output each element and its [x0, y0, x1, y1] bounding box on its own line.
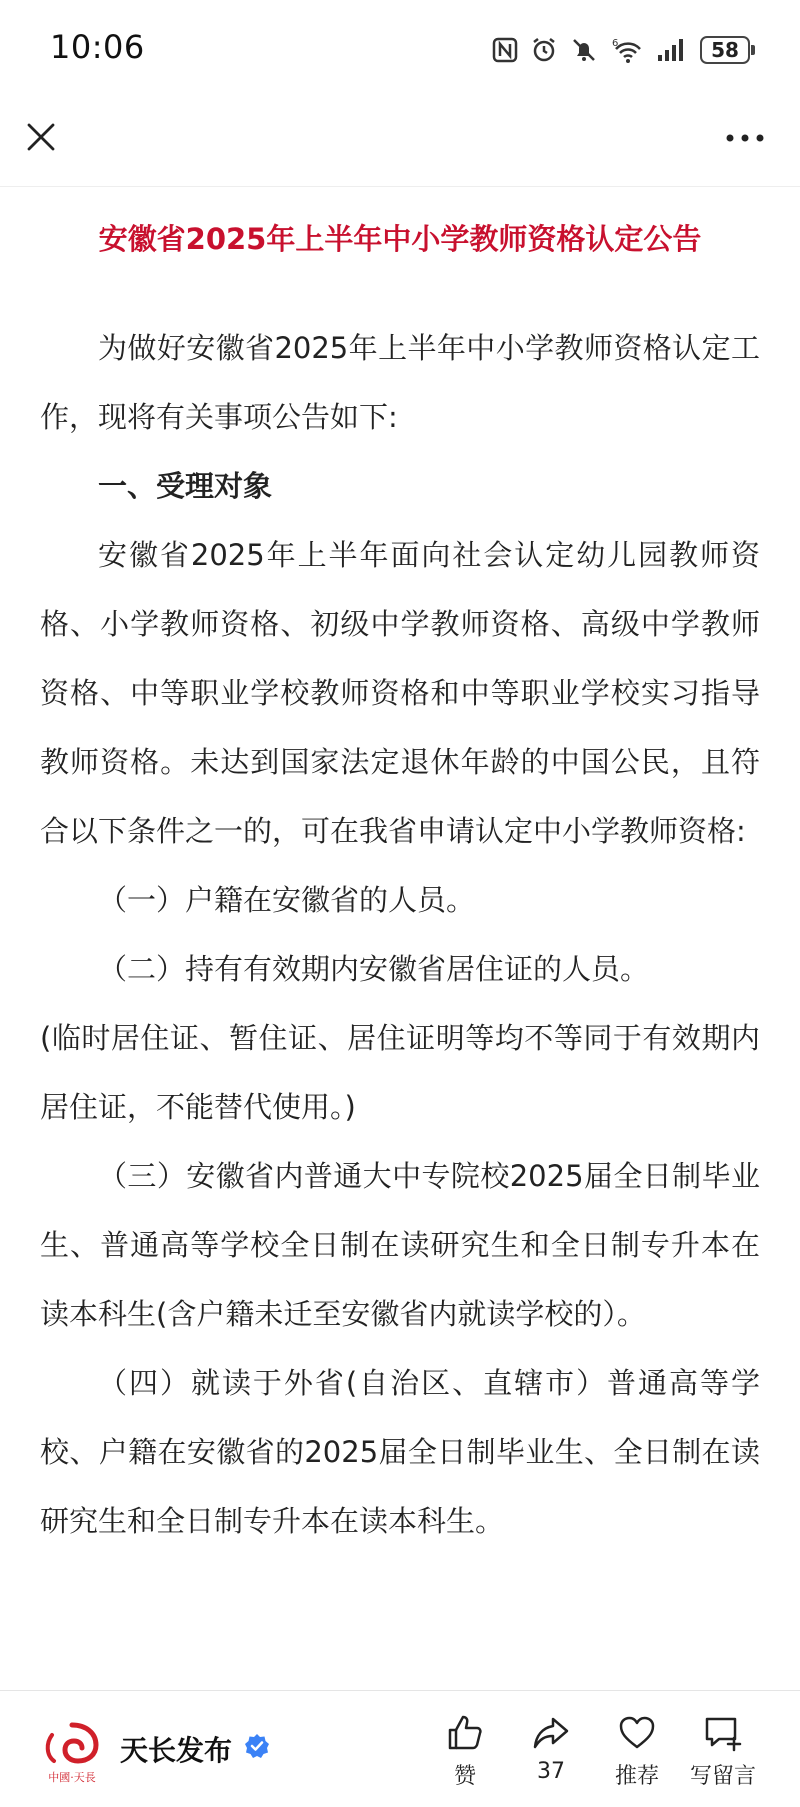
bottom-action-bar	[0, 1690, 800, 1807]
more-options-button[interactable]	[720, 118, 770, 158]
seal-logo-icon	[38, 1719, 106, 1787]
nfc-icon	[492, 37, 518, 63]
recommend-button[interactable]	[592, 1713, 682, 1790]
mute-bell-icon	[570, 36, 598, 64]
close-button[interactable]	[20, 116, 62, 158]
article-paragraph: 安徽省2025年上半年面向社会认定幼儿园教师资格、小学教师资格、初级中学教师资格、高级中学教师资格、中等职业学校教师资格和中等职业学校实习指导教师资格。未达到国家法定退休年龄的中国公民，且符合以下条件之一的，可在我省申请认定中小学教师资格:	[40, 538, 760, 848]
share-arrow-icon	[531, 1713, 571, 1753]
author-avatar[interactable]	[38, 1719, 106, 1787]
status-bar	[0, 0, 800, 100]
like-button[interactable]	[420, 1713, 510, 1790]
section-heading: 一、受理对象	[98, 469, 273, 503]
signal-icon	[656, 37, 688, 63]
list-item: （三）安徽省内普通大中专院校2025届全日制毕业生、普通高等学校全日制在读研究生和全日制专升本在读本科生(含户籍未迁至安徽省内就读学校的）。	[40, 1159, 760, 1331]
article-paragraph: 为做好安徽省2025年上半年中小学教师资格认定工作，现将有关事项公告如下:	[40, 331, 760, 434]
more-horizontal-icon	[725, 133, 765, 143]
list-item: （二）持有有效期内安徽省居住证的人员。	[98, 952, 650, 986]
wifi-icon	[610, 36, 644, 64]
article-title: 安徽省2025年上半年中小学教师资格认定公告	[98, 222, 702, 256]
article	[0, 186, 800, 1556]
thumbs-up-icon	[445, 1713, 485, 1753]
share-button[interactable]	[506, 1713, 596, 1784]
list-item: （四）就读于外省(自治区、直辖市）普通高等学校、户籍在安徽省的2025届全日制毕业生、全日制在读研究生和全日制专升本在读本科生。	[40, 1366, 760, 1538]
verified-badge-icon	[244, 1733, 270, 1759]
list-item: （一）户籍在安徽省的人员。	[98, 883, 476, 917]
close-icon	[26, 122, 56, 152]
battery-indicator: 58	[700, 36, 750, 64]
article-body	[40, 314, 760, 1556]
top-nav-bar	[0, 100, 800, 187]
write-comment-button[interactable]	[678, 1713, 768, 1790]
recommend-label: 推荐	[614, 1764, 659, 1789]
article-note: (临时居住证、暂住证、居住证明等均不等同于有效期内居住证，不能替代使用。)	[40, 1021, 760, 1124]
share-count: 37	[537, 1759, 565, 1784]
status-icons	[492, 30, 750, 70]
heart-icon	[617, 1713, 657, 1753]
status-time: 10:06	[50, 28, 145, 66]
comment-add-icon	[703, 1713, 743, 1753]
svg-text:6: 6	[612, 38, 619, 49]
like-label: 赞	[453, 1764, 476, 1789]
author-name[interactable]: 天长发布	[120, 1734, 233, 1767]
comment-label: 写留言	[689, 1764, 756, 1789]
alarm-icon	[530, 36, 558, 64]
svg-text:中國·天長: 中國·天長	[48, 1771, 96, 1784]
